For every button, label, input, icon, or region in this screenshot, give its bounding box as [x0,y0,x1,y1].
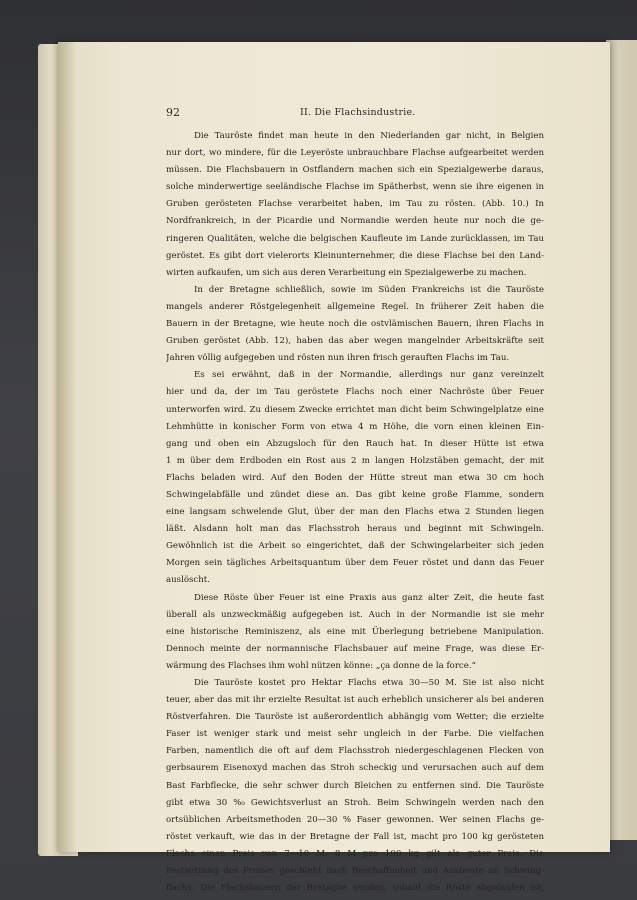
text-line: wärmung des Flachses ihm wohl nützen könne: „ça donne de la force.“ [166,660,476,671]
facing-page-edge [606,40,637,840]
text-line: solche minderwertige seeländische Flachse im Spätherbst, wenn sie ihre eigenen in [166,182,544,193]
text-line: eine historische Reminiszenz, als eine mit Überlegung betriebene Manipulation. [166,626,544,637]
text-line: wirten aufkaufen, um sich aus deren Verarbeitung ein Spezialgewerbe zu machen. [166,267,527,278]
text-line: Flachs einen Preis von 7—10 M; 8 M pro 100 kg gilt als guter Preis. Die [166,848,544,859]
text-line: Gewöhnlich ist die Arbeit so eingerichtet, daß der Schwingelarbeiter sich jeden [166,541,544,552]
text-line: Flachs beladen wird. Auf den Boden der Hütte streut man etwa 30 cm hoch [166,472,544,483]
text-line: Die Tauröste kostet pro Hektar Flachs etwa 30—50 M. Sie ist also nicht [194,678,544,688]
text-line: 1 m über dem Erdboden ein Rost aus 2 m langen Holzstäben gemacht, der mit [166,455,544,466]
text-line: unterworfen wird. Zu diesem Zwecke errichtet man dicht beim Schwingelplatze eine [166,404,544,415]
text-line: Morgen sein tägliches Arbeitsquantum über dem Feuer röstet und dann das Feuer [166,558,544,569]
text-line: teuer, aber das mit ihr erzielte Resultat ist auch erheblich unsicherer als bei anderen [166,695,544,706]
running-head: II. Die Flachsindustrie. [300,107,416,118]
text-line: mangels anderer Röstgelegenheit allgemeine Regel. In früherer Zeit haben die [166,301,544,312]
text-line: Röstverfahren. Die Tauröste ist außerordentlich abhängig vom Wetter; die erzielte [166,712,544,723]
page-header [166,106,546,122]
text-line: Festsetzung des Preises geschieht nach Beschaffenheit und Ausbeute an Schwing- [166,866,544,877]
text-line: röstet verkauft, wie das in der Bretagne der Fall ist, macht pro 100 kg gerösteten [166,831,544,842]
page-number: 92 [166,106,180,119]
text-line: Gruben geröstet (Abb. 12), haben das aber wegen mangelnder Arbeitskräfte seit [166,336,544,347]
text-line: Bast Farbflecke, die sehr schwer durch Bleichen zu entfernen sind. Die Tauröste [166,780,544,791]
text-line: gibt etwa 30 %₀ Gewichtsverlust an Stroh. Beim Schwingeln werden nach den [166,797,544,808]
text-line: überall als unzweckmäßig aufgegeben ist. Auch in der Normandie ist sie mehr [166,609,544,620]
text-line: Lehmhütte in konischer Form von etwa 4 m Höhe, die vorn einen kleinen Ein- [166,421,544,432]
text-line: läßt. Alsdann holt man das Flachsstroh heraus und beginnt mit Schwingeln. [166,524,544,535]
text-line: Nordfrankreich, in der Picardie und Normandie werden heute nur noch die ge- [166,216,544,227]
text-line: nur dort, wo mindere, für die Leyeröste unbrauchbare Flachse aufgearbeitet werden [166,148,544,159]
text-line: Dennoch meinte der normannische Flachsbauer auf meine Frage, was diese Er- [166,643,544,654]
text-line: Es sei erwähnt, daß in der Normandie, allerdings nur ganz vereinzelt [194,370,544,381]
body-text [166,128,544,897]
text-line: Faser ist weniger stark und meist sehr ungleich in der Farbe. Die vielfachen [166,729,544,740]
text-line: Farben, namentlich die oft auf dem Flachsstroh niedergeschlagenen Flecken von [166,746,544,757]
text-line: eine langsam schwelende Glut, über der man den Flachs etwa 2 Stunden liegen [166,507,544,518]
text-line: auslöscht. [166,575,210,586]
text-line: Die Tauröste findet man heute in den Niederlanden gar nicht, in Belgien [194,131,544,141]
text-line: ortsüblichen Arbeitsmethoden 20—30 % Faser gewonnen. Wer seinen Flachs ge- [166,814,544,825]
text-line: müssen. Die Flachsbauern in Ostflandern machen sich ein Spezialgewerbe daraus, [166,165,544,176]
text-line: Schwingelabfälle und zündet diese an. Das gibt keine große Flamme, sondern [166,489,544,500]
text-line: Bauern in der Bretagne, wie heute noch die ostvlämischen Bauern, ihren Flachs in [166,319,544,330]
text-line: gerbsaurem Eisenoxyd machen das Stroh scheckig und verursachen auch auf dem [166,763,544,774]
text-line: Jahren völlig aufgegeben und rösten nun ihren frisch gerauften Flachs im Tau. [166,353,510,364]
text-line: geröstet. Es gibt dort vielerorts Kleinunternehmer, die diese Flachse bei den Land- [166,250,544,261]
text-line: ringeren Qualitäten, welche die belgischen Kaufleute im Lande zurücklassen, im Tau [166,233,544,244]
text-line: flachs. Die Flachsbauern der Bretagne senden, sobald die Röste abgelaufen ist, [166,883,544,894]
text-line: In der Bretagne schließlich, sowie im Süden Frankreichs ist die Tauröste [194,284,544,295]
text-line: hier und da, der im Tau geröstete Flachs noch einer Nachröste über Feuer [166,387,544,398]
text-line: Gruben gerösteten Flachse verarbeitet haben, im Tau zu rösten. (Abb. 10.) In [166,199,544,210]
text-line: gang und oben ein Abzugsloch für den Rauch hat. In dieser Hütte ist etwa [166,438,544,449]
text-line: Diese Röste über Feuer ist eine Praxis aus ganz alter Zeit, die heute fast [194,592,544,603]
